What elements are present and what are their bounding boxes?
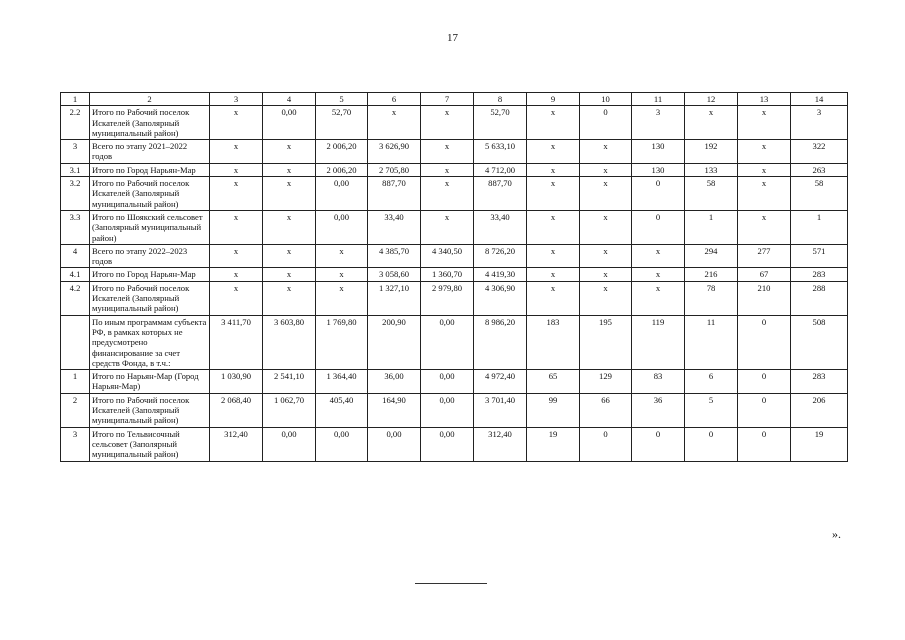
table-cell: 4 972,40	[474, 370, 527, 394]
data-table	[60, 92, 848, 462]
table-cell: 130	[632, 140, 685, 164]
table-cell: 0	[685, 427, 738, 461]
table-cell: 33,40	[368, 210, 421, 244]
table-cell: x	[527, 281, 580, 315]
table-cell: 4 340,50	[421, 244, 474, 268]
table-cell: 2 979,80	[421, 281, 474, 315]
table-cell: 210	[738, 281, 791, 315]
table-cell: x	[580, 281, 632, 315]
column-header: 5	[316, 93, 368, 106]
table-cell: 288	[791, 281, 848, 315]
table-cell: x	[263, 281, 316, 315]
table-cell: x	[580, 210, 632, 244]
column-header: 4	[263, 93, 316, 106]
table-cell: 312,40	[474, 427, 527, 461]
table-cell: x	[263, 140, 316, 164]
table-cell: x	[263, 268, 316, 281]
table-cell: x	[210, 163, 263, 176]
table-cell: 65	[527, 370, 580, 394]
table-cell: 1 062,70	[263, 393, 316, 427]
column-header: 13	[738, 93, 791, 106]
table-cell: x	[210, 244, 263, 268]
table-cell: 2	[61, 393, 90, 427]
table-cell: 0	[632, 177, 685, 211]
table-cell: 66	[580, 393, 632, 427]
table-cell: x	[738, 177, 791, 211]
table-cell: 206	[791, 393, 848, 427]
table-cell: 3.2	[61, 177, 90, 211]
table-cell: x	[210, 140, 263, 164]
table-cell: 0,00	[421, 370, 474, 394]
table-row	[61, 163, 848, 176]
table-cell: 11	[685, 315, 738, 369]
table-cell: 322	[791, 140, 848, 164]
table-cell: Итого по Рабочий поселок Искателей (Заполярный муниципальный район)	[90, 177, 210, 211]
table-cell: Всего по этапу 2022–2023 годов	[90, 244, 210, 268]
table-cell: 263	[791, 163, 848, 176]
table-cell: 3 411,70	[210, 315, 263, 369]
table-cell: x	[527, 210, 580, 244]
table-cell: 0	[632, 427, 685, 461]
page-number: 17	[447, 32, 458, 44]
closing-quote-mark: ».	[832, 527, 841, 541]
table-row	[61, 244, 848, 268]
table-cell: x	[210, 210, 263, 244]
column-header: 8	[474, 93, 527, 106]
table-row	[61, 370, 848, 394]
table-cell: 0,00	[316, 177, 368, 211]
table-cell: 0,00	[421, 315, 474, 369]
table-cell: Итого по Тельвисочный сельсовет (Заполярный муниципальный район)	[90, 427, 210, 461]
column-header: 6	[368, 93, 421, 106]
table-cell: x	[738, 140, 791, 164]
table-cell: 19	[527, 427, 580, 461]
table-cell: 2 705,80	[368, 163, 421, 176]
table-cell: 200,90	[368, 315, 421, 369]
table-cell: 129	[580, 370, 632, 394]
table-cell: Итого по Нарьян-Мар (Город Нарьян-Мар)	[90, 370, 210, 394]
table-cell: x	[421, 177, 474, 211]
table-row	[61, 315, 848, 369]
table-cell: x	[263, 163, 316, 176]
table-row	[61, 393, 848, 427]
table-cell: 5 633,10	[474, 140, 527, 164]
table-cell: 2 541,10	[263, 370, 316, 394]
table-cell: 3 701,40	[474, 393, 527, 427]
table-cell: x	[632, 268, 685, 281]
table-cell: 1 360,70	[421, 268, 474, 281]
table-cell: 1	[61, 370, 90, 394]
table-cell: x	[580, 163, 632, 176]
table-cell: 0,00	[421, 427, 474, 461]
table-row	[61, 268, 848, 281]
table-cell: x	[738, 163, 791, 176]
table-cell: 192	[685, 140, 738, 164]
column-header: 2	[90, 93, 210, 106]
table-cell: 2.2	[61, 106, 90, 140]
table-cell: x	[263, 210, 316, 244]
table-cell: 4 419,30	[474, 268, 527, 281]
table-cell: x	[421, 163, 474, 176]
table-cell: 0	[580, 427, 632, 461]
table-cell: x	[738, 106, 791, 140]
table-cell: 294	[685, 244, 738, 268]
table-row	[61, 140, 848, 164]
table-cell: 216	[685, 268, 738, 281]
table-cell: 2 006,20	[316, 163, 368, 176]
table-cell: x	[527, 140, 580, 164]
table-cell: x	[210, 281, 263, 315]
table-cell: x	[263, 244, 316, 268]
table-cell: 3 626,90	[368, 140, 421, 164]
table-row	[61, 177, 848, 211]
table-header-row	[61, 93, 848, 106]
table-cell: 4 712,00	[474, 163, 527, 176]
table-cell: 195	[580, 315, 632, 369]
table-cell: 8 726,20	[474, 244, 527, 268]
table-cell: 6	[685, 370, 738, 394]
table-cell: x	[210, 177, 263, 211]
table-cell: 5	[685, 393, 738, 427]
table-cell: 508	[791, 315, 848, 369]
table-cell: x	[210, 106, 263, 140]
table-cell: Итого по Рабочий поселок Искателей (Заполярный муниципальный район)	[90, 393, 210, 427]
table-cell: x	[580, 268, 632, 281]
table-cell: 52,70	[474, 106, 527, 140]
table-cell: 58	[685, 177, 738, 211]
table-cell: 164,90	[368, 393, 421, 427]
table-cell: 4.2	[61, 281, 90, 315]
table-cell: 67	[738, 268, 791, 281]
table-cell: x	[632, 244, 685, 268]
table-cell: 3 603,80	[263, 315, 316, 369]
table-cell: 3	[791, 106, 848, 140]
table-cell: 0,00	[263, 106, 316, 140]
table-cell: 133	[685, 163, 738, 176]
table-cell: 887,70	[474, 177, 527, 211]
table-cell: 2 068,40	[210, 393, 263, 427]
table-cell: 183	[527, 315, 580, 369]
table-cell: x	[316, 244, 368, 268]
table-cell: x	[527, 268, 580, 281]
table-cell: Итого по Рабочий поселок Искателей (Заполярный муниципальный район)	[90, 281, 210, 315]
table-cell: 0,00	[368, 427, 421, 461]
table-cell: 1	[791, 210, 848, 244]
table-cell: Итого по Город Нарьян-Мар	[90, 163, 210, 176]
table-cell: 4.1	[61, 268, 90, 281]
table-cell: 4 306,90	[474, 281, 527, 315]
table-cell: x	[527, 163, 580, 176]
table-row	[61, 210, 848, 244]
table-cell: 130	[632, 163, 685, 176]
table-cell: 0,00	[263, 427, 316, 461]
table-cell: x	[580, 244, 632, 268]
table-cell: 3	[61, 140, 90, 164]
table-cell: 8 986,20	[474, 315, 527, 369]
table-cell: x	[527, 244, 580, 268]
table-cell: x	[316, 281, 368, 315]
table-cell: x	[580, 177, 632, 211]
table-cell: 3	[632, 106, 685, 140]
table-cell: x	[632, 281, 685, 315]
table-cell: x	[580, 140, 632, 164]
column-header: 9	[527, 93, 580, 106]
table-cell: 0	[738, 393, 791, 427]
table-row	[61, 427, 848, 461]
table-cell: x	[316, 268, 368, 281]
table-cell: 0	[580, 106, 632, 140]
table-cell: x	[368, 106, 421, 140]
table-cell: x	[421, 106, 474, 140]
column-header: 1	[61, 93, 90, 106]
table-cell: x	[527, 106, 580, 140]
column-header: 10	[580, 93, 632, 106]
table-cell: 78	[685, 281, 738, 315]
table-cell: 312,40	[210, 427, 263, 461]
table-cell: 0	[632, 210, 685, 244]
column-header: 7	[421, 93, 474, 106]
table-cell: 283	[791, 268, 848, 281]
table-cell: 571	[791, 244, 848, 268]
table-cell: 283	[791, 370, 848, 394]
column-header: 11	[632, 93, 685, 106]
table-cell: 36,00	[368, 370, 421, 394]
table-cell: 83	[632, 370, 685, 394]
table-cell: x	[738, 210, 791, 244]
table-cell: 887,70	[368, 177, 421, 211]
table-cell: 0	[738, 427, 791, 461]
table-cell: 1 364,40	[316, 370, 368, 394]
table-cell: 1 327,10	[368, 281, 421, 315]
table-cell: 4	[61, 244, 90, 268]
table-cell: 4 385,70	[368, 244, 421, 268]
column-header: 3	[210, 93, 263, 106]
table-cell	[61, 315, 90, 369]
table-cell: 0	[738, 370, 791, 394]
table-cell: 0	[738, 315, 791, 369]
table-cell: x	[421, 140, 474, 164]
table-cell: 1 030,90	[210, 370, 263, 394]
column-header: 12	[685, 93, 738, 106]
table-cell: 3.1	[61, 163, 90, 176]
table-cell: Всего по этапу 2021–2022 годов	[90, 140, 210, 164]
table-cell: 0,00	[421, 393, 474, 427]
table-cell: 36	[632, 393, 685, 427]
table-cell: x	[421, 210, 474, 244]
table-cell: 119	[632, 315, 685, 369]
table-cell: 19	[791, 427, 848, 461]
table-cell: 99	[527, 393, 580, 427]
table-cell: 3 058,60	[368, 268, 421, 281]
table-cell: 277	[738, 244, 791, 268]
table-cell: 2 006,20	[316, 140, 368, 164]
footer-divider	[415, 583, 487, 584]
table-cell: По иным программам субъекта РФ, в рамках которых не предусмотрено финансирование за счет средств Фонда, в т.ч.:	[90, 315, 210, 369]
table-cell: 0,00	[316, 427, 368, 461]
table-cell: 52,70	[316, 106, 368, 140]
table-cell: 405,40	[316, 393, 368, 427]
table-cell: x	[527, 177, 580, 211]
table-cell: 1 769,80	[316, 315, 368, 369]
table-cell: 0,00	[316, 210, 368, 244]
table-row	[61, 281, 848, 315]
table-row	[61, 106, 848, 140]
table-cell: Итого по Шоякский сельсовет (Заполярный муниципальный район)	[90, 210, 210, 244]
table-cell: Итого по Рабочий поселок Искателей (Заполярный муниципальный район)	[90, 106, 210, 140]
table-cell: 3.3	[61, 210, 90, 244]
table-cell: x	[210, 268, 263, 281]
table-cell: Итого по Город Нарьян-Мар	[90, 268, 210, 281]
table-cell: x	[263, 177, 316, 211]
table-cell: 1	[685, 210, 738, 244]
table-cell: 3	[61, 427, 90, 461]
table-cell: x	[685, 106, 738, 140]
column-header: 14	[791, 93, 848, 106]
table-cell: 33,40	[474, 210, 527, 244]
table-cell: 58	[791, 177, 848, 211]
